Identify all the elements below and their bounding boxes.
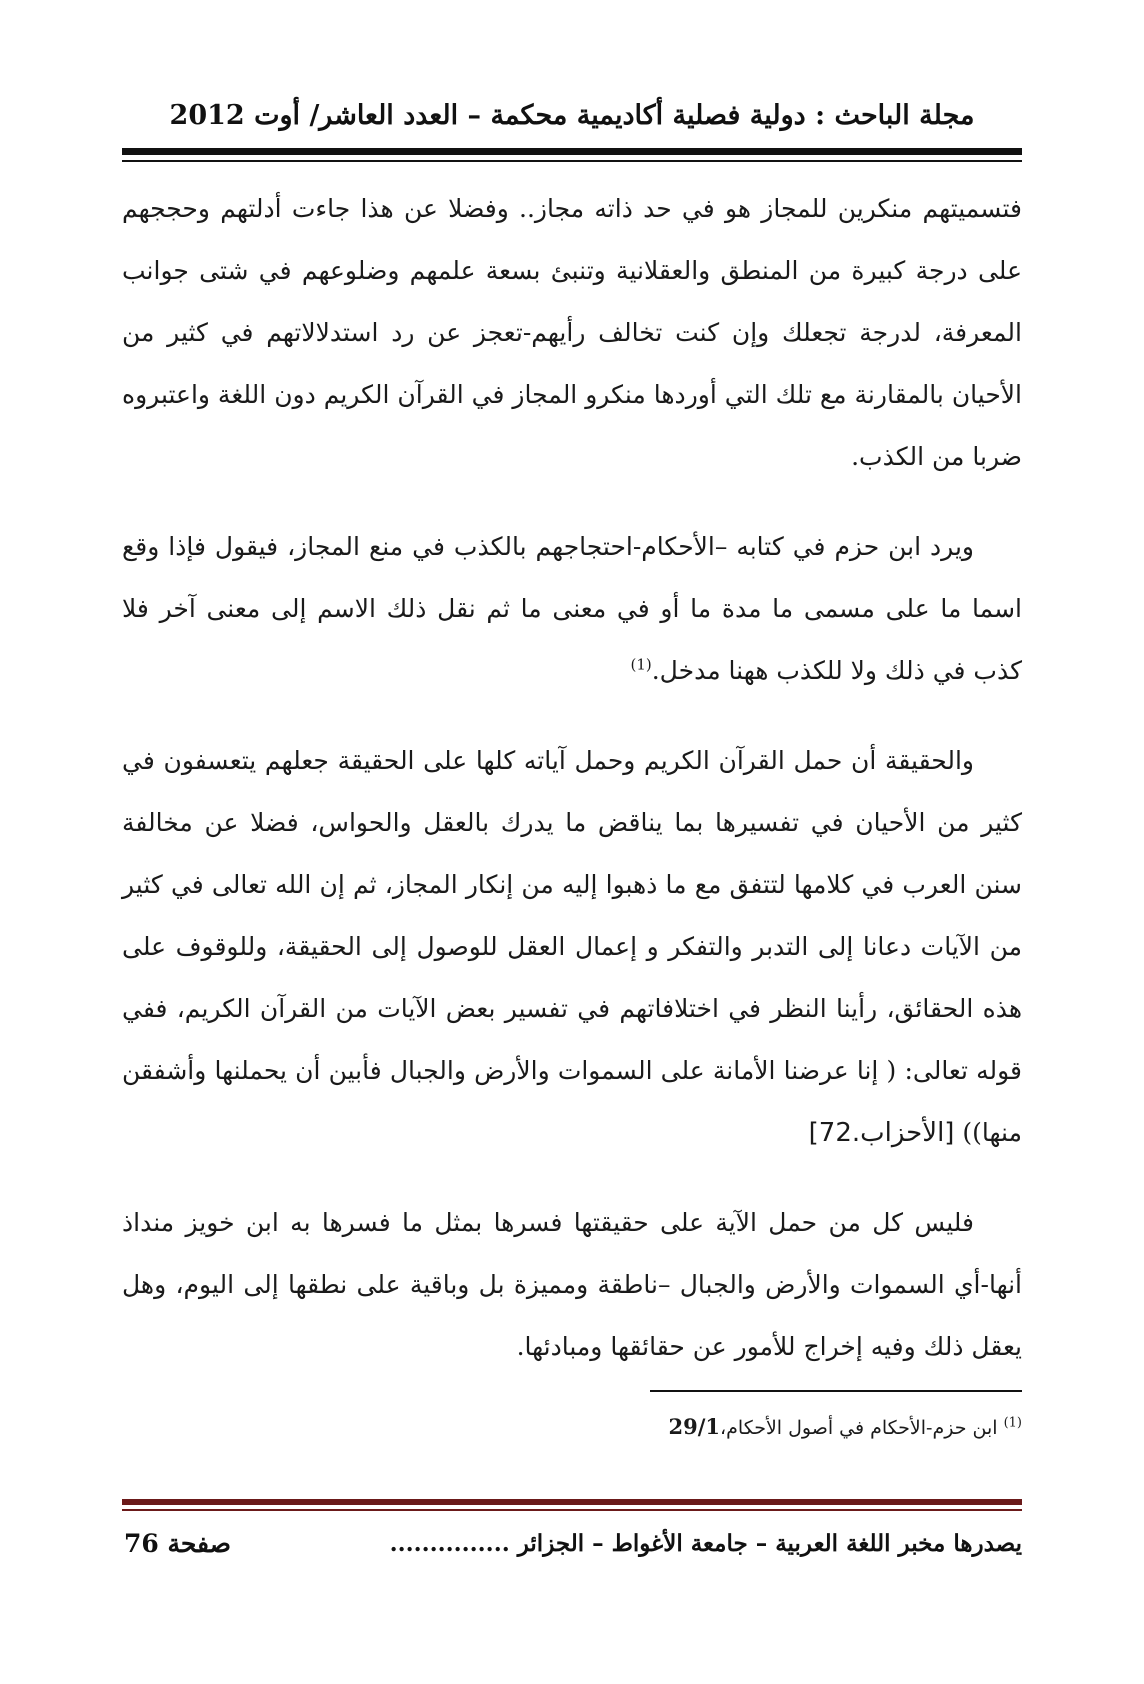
article-body: [122, 178, 1022, 1406]
footnote: [122, 1410, 1022, 1445]
header-divider-thin: [122, 160, 1022, 162]
journal-header-title: مجلة الباحث : دولية فصلية أكاديمية محكمة – العدد العاشر/ أوت 2012: [169, 100, 975, 131]
footer-publisher: يصدرها مخبر اللغة العربية – جامعة الأغواط – الجزائر ...............: [389, 1530, 1022, 1557]
footer-divider-thin: [122, 1509, 1022, 1511]
footnote-separator: [650, 1390, 1022, 1392]
page-number: صفحة 76: [124, 1529, 231, 1558]
paragraph-text: والحقيقة أن حمل القرآن الكريم وحمل آياته كلها على الحقيقة جعلهم يتعسفون في كثير من الأحيان في تفسيرها بما يناقض ما يدرك بالعقل والحواس، فضلا عن مخالفة سنن العرب في كلامها لتتفق مع ما ذهبوا إليه من إنكار المجاز، ثم إن الله تعالى في كثير من الآيات دعانا إلى التدبر والتفكر و إعمال العقل للوصول إلى الحقيقة، وللوقوف على هذه الحقائق، رأينا النظر في اختلافاتهم في تفسير بعض الآيات من القرآن الكريم، ففي قوله تعالى: ( إنا عرضنا الأمانة على السموات والأرض والجبال فأبين أن يحملنها وأشفقن منها)): [122, 746, 1023, 1147]
paragraph: [122, 1192, 1022, 1378]
header-divider-thick: [122, 148, 1022, 155]
paragraph-text: فليس كل من حمل الآية على حقيقتها فسرها بمثل ما فسرها به ابن خويز منداذ أنها-أي السموات والأرض والجبال –ناطقة ومميزة بل وباقية على نطقها إلى اليوم، وهل يعقل ذلك وفيه إخراج للأمور عن حقائقها ومبادئها.: [122, 1208, 1022, 1361]
paragraph: [122, 178, 1022, 488]
footer-divider-thick: [122, 1499, 1022, 1505]
footnote-reference: (1): [630, 655, 652, 674]
footnote-number: (1): [1003, 1415, 1022, 1431]
paragraph-text: فتسميتهم منكرين للمجاز هو في حد ذاته مجاز.. وفضلا عن هذا جاءت أدلتهم وحججهم على درجة كبيرة من المنطق والعقلانية وتنبئ بسعة علمهم وضلوعهم في شتى جوانب المعرفة، لدرجة تجعلك وإن كنت تخالف رأيهم-تعجز عن رد استدلالاتهم في كثير من الأحيان بالمقارنة مع تلك التي أوردها منكرو المجاز في القرآن الكريم دون اللغة واعتبروه ضربا من الكذب.: [122, 194, 1022, 471]
paragraph: [122, 516, 1022, 702]
quran-reference: [الأحزاب.72]: [808, 1118, 955, 1148]
paragraph: [122, 730, 1022, 1164]
paragraph-text: ويرد ابن حزم في كتابه –الأحكام-احتجاجهم بالكذب في منع المجاز، فيقول فإذا وقع اسما ما على مسمى ما مدة ما أو في معنى ما ثم نقل ذلك الاسم إلى معنى آخر فلا كذب في ذلك ولا للكذب ههنا مدخل.: [122, 532, 1022, 685]
footnote-page: 29/1: [668, 1414, 721, 1439]
footnote-text: ابن حزم-الأحكام في أصول الأحكام،: [720, 1417, 998, 1439]
